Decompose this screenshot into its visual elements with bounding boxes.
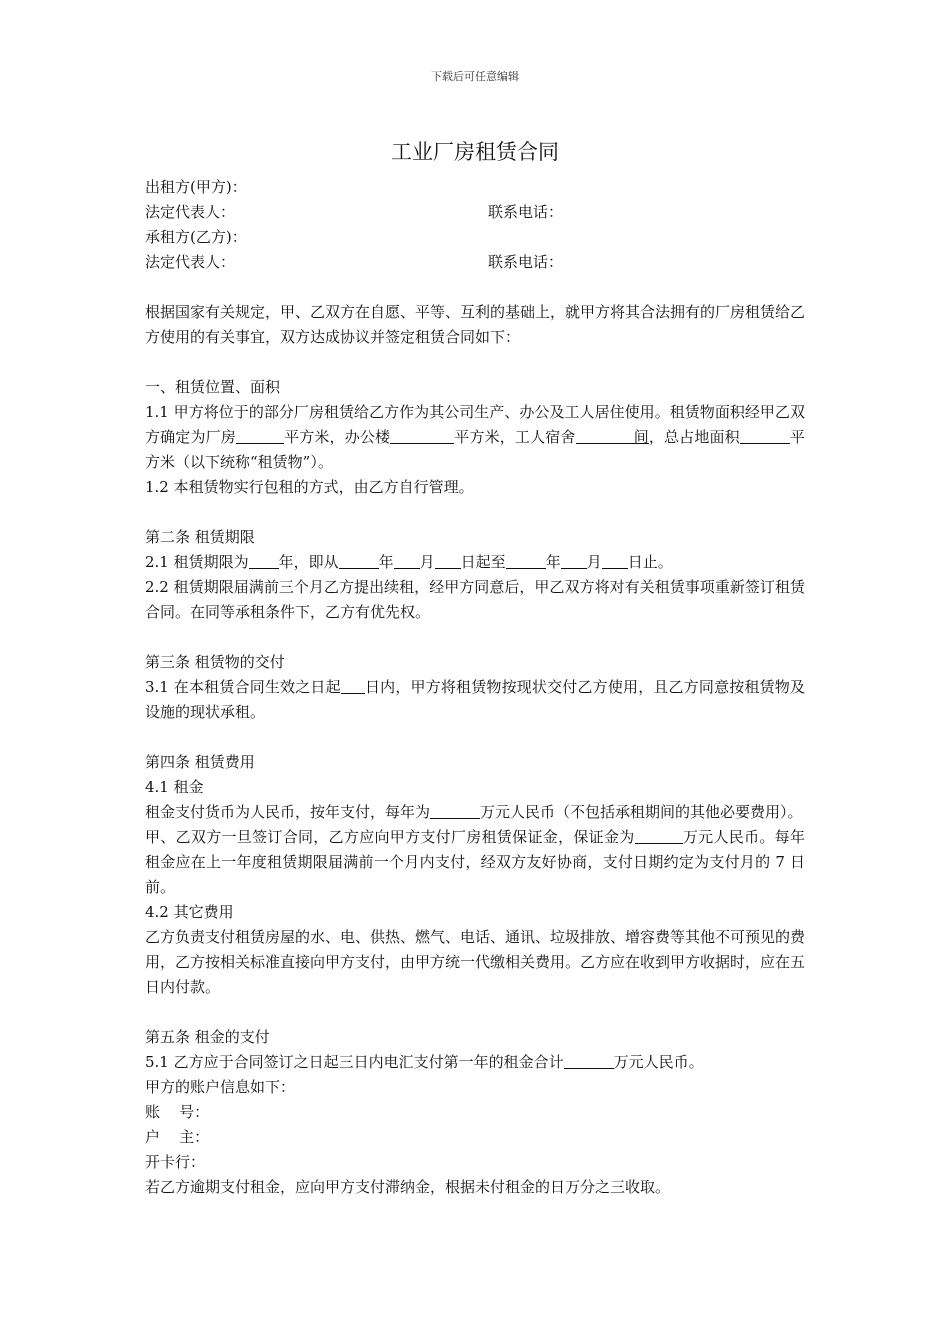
blank-delivery-days bbox=[341, 676, 365, 694]
section-4-heading: 第四条 租赁费用 bbox=[145, 753, 255, 771]
blank-start-year bbox=[339, 551, 379, 569]
account-holder-label: 户 主： bbox=[145, 1128, 210, 1146]
lessor-phone-label: 联系电话： bbox=[488, 203, 564, 221]
clause-4-1-heading: 4.1 租金 bbox=[145, 778, 204, 796]
lessee-rep-label: 法定代表人： bbox=[145, 253, 236, 271]
blank-end-day bbox=[602, 551, 628, 569]
header-note: 下载后可任意编辑 bbox=[431, 70, 519, 83]
lessor-line: 出租方(甲方)： bbox=[145, 178, 247, 196]
clause-3-1: 3.1 在本租赁合同生效之日起 日内，甲方将租赁物按现状交付乙方使用，且乙方同意按租赁物及设施的现状承租。 bbox=[145, 678, 805, 721]
blank-lease-years bbox=[249, 551, 279, 569]
blank-factory-area bbox=[236, 426, 284, 444]
clause-2-1: 2.1 租赁期限为 年，即从 年 月 日起至 年 月 日止。 bbox=[145, 553, 673, 571]
section-3-heading: 第三条 租赁物的交付 bbox=[145, 653, 285, 671]
blank-annual-rent bbox=[430, 801, 480, 819]
section-2-heading: 第二条 租赁期限 bbox=[145, 528, 255, 546]
blank-deposit bbox=[635, 826, 683, 844]
blank-end-month bbox=[561, 551, 587, 569]
blank-dorm-rooms bbox=[576, 426, 634, 444]
account-intro: 甲方的账户信息如下： bbox=[145, 1078, 296, 1096]
lessee-line: 承租方(乙方)： bbox=[145, 228, 247, 246]
clause-1-2: 1.2 本租赁物实行包租的方式，由乙方自行管理。 bbox=[145, 478, 474, 496]
blank-first-year-rent bbox=[564, 1051, 614, 1069]
lessee-rep-line bbox=[145, 250, 805, 275]
clause-5-1: 5.1 乙方应于合同签订之日起三日内电汇支付第一年的租金合计 万元人民币。 bbox=[145, 1053, 704, 1071]
late-fee-clause: 若乙方逾期支付租金，应向甲方支付滞纳金，根据未付租金的日万分之三收取。 bbox=[145, 1178, 671, 1196]
preamble-paragraph: 根据国家有关规定，甲、乙双方在自愿、平等、互利的基础上，就甲方将其合法拥有的厂房租赁给乙方使用的有关事宜，双方达成协议并签定租赁合同如下： bbox=[145, 303, 806, 346]
contract-body bbox=[145, 175, 805, 1200]
blank-start-month bbox=[394, 551, 420, 569]
section-5-heading: 第五条 租金的支付 bbox=[145, 1028, 270, 1046]
document-title: 工业厂房租赁合同 bbox=[391, 140, 559, 164]
clause-1-1: 1.1 甲方将位于的部分厂房租赁给乙方作为其公司生产、办公及工人居住使用。租赁物面积经甲乙双方确定为厂房 平方米，办公楼 平方米，工人宿舍 间，总占地面积 平方米（以下统称“租赁物”）。 bbox=[145, 403, 805, 471]
lessor-rep-label: 法定代表人： bbox=[145, 203, 236, 221]
blank-office-area bbox=[390, 426, 454, 444]
clause-4-2-heading: 4.2 其它费用 bbox=[145, 903, 234, 921]
lessor-rep-line bbox=[145, 200, 805, 225]
bank-label: 开卡行： bbox=[145, 1153, 206, 1171]
rent-paragraph: 租金支付货币为人民币，按年支付，每年为 万元人民币（不包括承租期间的其他必要费用）。 bbox=[145, 803, 803, 821]
account-number-label: 账 号： bbox=[145, 1103, 210, 1121]
other-fees-paragraph: 乙方负责支付租赁房屋的水、电、供热、燃气、电话、通讯、垃圾排放、增容费等其他不可预见的费用，乙方按相关标准直接向甲方支付，由甲方统一代缴相关费用。乙方应在收到甲方收据时，应在五日内付款。 bbox=[145, 928, 806, 996]
blank-end-year bbox=[506, 551, 546, 569]
blank-start-day bbox=[435, 551, 461, 569]
blank-total-area bbox=[740, 426, 790, 444]
deposit-paragraph: 甲、乙双方一旦签订合同，乙方应向甲方支付厂房租赁保证金，保证金为 万元人民币。每年租金应在上一年度租赁期限届满前一个月内支付，经双方友好协商，支付日期约定为支付月的 7 日前。 bbox=[145, 828, 805, 896]
clause-2-2: 2.2 租赁期限届满前三个月乙方提出续租，经甲方同意后，甲乙双方将对有关租赁事项重新签订租赁合同。在同等承租条件下，乙方有优先权。 bbox=[145, 578, 805, 621]
lessee-phone-label: 联系电话： bbox=[488, 253, 564, 271]
section-1-heading: 一、租赁位置、面积 bbox=[145, 378, 281, 396]
